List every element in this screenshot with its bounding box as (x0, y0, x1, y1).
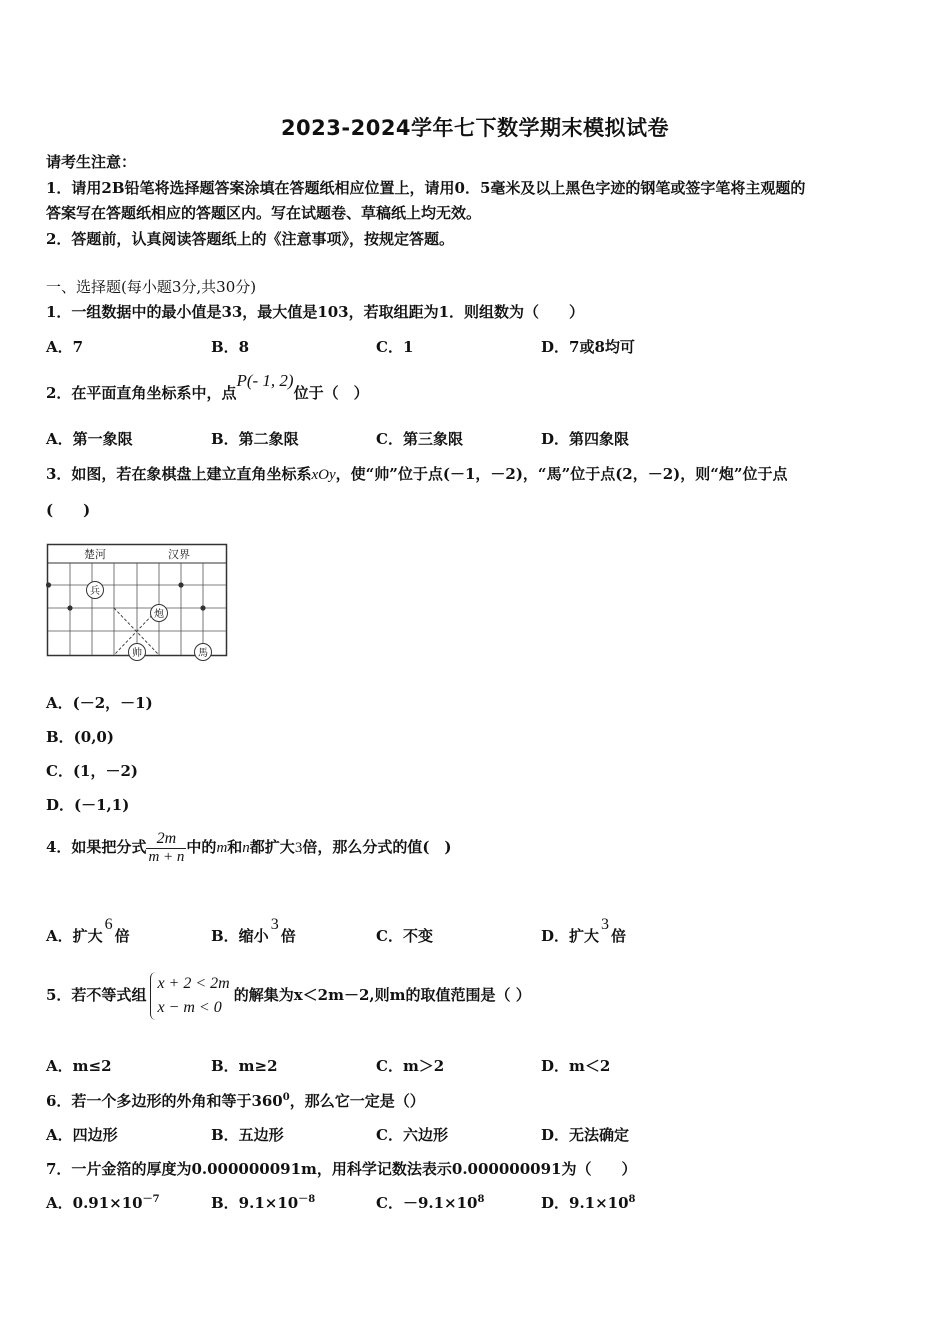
chess-board-figure (46, 543, 230, 661)
q4-fraction-numerator: 2m (156, 830, 177, 847)
q4-stem-mid3: 都扩大 (249, 838, 295, 856)
q2-option-b[interactable]: B．第二象限 (211, 430, 299, 448)
q5-option-a[interactable]: A．m≤2 (46, 1057, 112, 1075)
page-title: 2023-2024学年七下数学期末模拟试卷 (280, 116, 670, 140)
q2-stem-post: 位于（ ） (293, 384, 369, 402)
notice-line-1b: 答案写在答题纸相应的答题区内。写在试题卷、草稿纸上均无效。 (46, 204, 482, 222)
q5-stem-pre: 5．若不等式组 (46, 986, 147, 1004)
question-2-stem (46, 371, 369, 403)
q4-var-m: m (216, 840, 228, 856)
q4-fraction-denominator: m + n (148, 849, 185, 865)
q4-stem-mid2: 和 (227, 838, 243, 856)
q4-factor: 3 (294, 840, 303, 856)
q4-option-d[interactable]: D．扩大3倍 (541, 916, 627, 945)
notice-line-1: 1．请用2B铅笔将选择题答案涂填在答题纸相应位置上，请用0．5毫米及以上黑色字迹的钢笔或签字笔将主观题的 (46, 179, 806, 197)
q5-option-c[interactable]: C．m＞2 (376, 1057, 445, 1075)
q1-option-b[interactable]: B．8 (211, 338, 250, 356)
q3-option-a[interactable]: A．(－2，－1) (46, 694, 153, 712)
notice-line-2: 2．答题前，认真阅读答题纸上的《注意事项》，按规定答题。 (46, 230, 454, 248)
q1-option-d[interactable]: D．7或8均可 (541, 338, 635, 356)
question-1-stem: 1．一组数据中的最小值是33，最大值是103，若取组距为1．则组数为（ ） (46, 303, 585, 321)
q5-inequality-1: x + 2 < 2m (157, 975, 230, 992)
q6-degree-sup: 0 (282, 1092, 290, 1103)
q4-var-n: n (242, 840, 250, 856)
q3-option-d[interactable]: D．(－1,1) (46, 796, 130, 814)
q3-stem-pre: 3．如图，若在象棋盘上建立直角坐标系 (46, 465, 312, 483)
section-heading: 一、选择题(每小题3分,共30分) (46, 278, 257, 296)
q2-option-c[interactable]: C．第三象限 (376, 430, 463, 448)
q7-option-a[interactable]: A．$0.91\times 10^{-7}$ (46, 1194, 160, 1212)
question-5-stem (46, 972, 531, 1020)
q6-option-c[interactable]: C．六边形 (376, 1126, 448, 1144)
q4-option-b[interactable]: B．缩小3倍 (211, 916, 296, 945)
river-label-left: 楚河 (84, 548, 106, 561)
question-3-stem (46, 463, 788, 484)
q7-option-d[interactable]: D．$9.1\times 10^8$ (541, 1194, 636, 1212)
q5-option-b[interactable]: B．m≥2 (211, 1057, 278, 1075)
q7-option-c[interactable]: C．$-9.1\times 10^8$ (376, 1194, 485, 1212)
q4-option-a[interactable]: A．扩大6倍 (46, 916, 130, 945)
question-7-stem: 7．一片金箔的厚度为0.000000091m，用科学记数法表示0.000000091为（ ） (46, 1160, 637, 1178)
q5-stem-post: 的解集为x＜2m－2,则m的取值范围是（ ） (233, 986, 531, 1004)
piece-shuai (129, 644, 146, 661)
question-6-stem: 6．若一个多边形的外角和等于$360^0$，那么它一定是（） (46, 1092, 425, 1110)
piece-ma-label: 馬 (198, 648, 208, 659)
q3-option-c[interactable]: C．(1，－2) (46, 762, 139, 780)
q2-option-a[interactable]: A．第一象限 (46, 430, 133, 448)
piece-shuai-label: 帅 (132, 648, 142, 659)
river-label-right: 汉界 (168, 548, 190, 561)
q3-option-b[interactable]: B．(0,0) (46, 728, 114, 746)
piece-ma (195, 644, 212, 661)
q6-option-b[interactable]: B．五边形 (211, 1126, 284, 1144)
q1-option-c[interactable]: C．1 (376, 338, 414, 356)
q2-option-d[interactable]: D．第四象限 (541, 430, 630, 448)
piece-bing-label: 兵 (90, 586, 100, 597)
q4-fraction (146, 830, 186, 866)
q3-paren: ( ) (46, 501, 91, 519)
q2-point: P(- 1, 2) (236, 371, 294, 390)
q4-stem-pre: 4．如果把分式 (46, 838, 147, 856)
piece-pao (151, 605, 168, 622)
q3-system: xOy (311, 467, 336, 483)
piece-bing (87, 582, 104, 599)
q5-option-d[interactable]: D．m＜2 (541, 1057, 611, 1075)
q1-option-a[interactable]: A．7 (46, 338, 84, 356)
q6-option-a[interactable]: A．四边形 (46, 1126, 118, 1144)
q5-inequality-2: x − m < 0 (157, 999, 222, 1016)
piece-pao-label: 炮 (154, 609, 164, 620)
q4-stem-post: 倍，那么分式的值( ) (302, 838, 452, 856)
q6-option-d[interactable]: D．无法确定 (541, 1126, 630, 1144)
q3-stem-post: ，使“帅”位于点(－1，－2)，“馬”位于点(2，－2)，则“炮”位于点 (335, 465, 788, 483)
q5-inequality-system (150, 972, 229, 1020)
q2-stem-pre: 2．在平面直角坐标系中，点 (46, 384, 237, 402)
q7-option-b[interactable]: B．$9.1\times 10^{-8}$ (211, 1194, 316, 1212)
question-4-stem (46, 830, 452, 866)
notice-heading: 请考生注意： (46, 153, 137, 171)
q4-stem-mid1: 中的 (186, 838, 217, 856)
q4-option-c[interactable]: C．不变 (376, 927, 433, 945)
